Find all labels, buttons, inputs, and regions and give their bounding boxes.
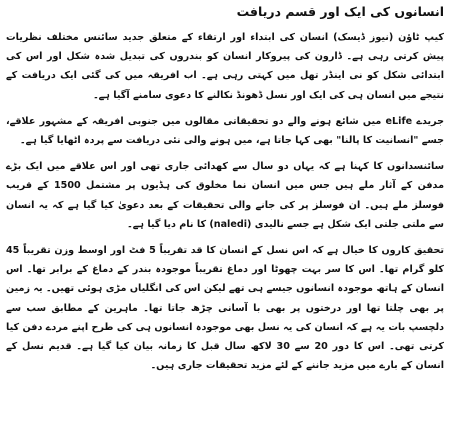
- article-paragraph-description: تحقیق کاروں کا خیال ہے کہ اس نسل کے انسان کا قد تقریباً 5 فٹ اور اوسط وزن تقریباً 45 کلو گرام تھا۔ اس کا سر بہت چھوٹا اور دماغ تقریباً موجودہ بندر کے دماغ کے برابر تھا۔ اس انسان کے ہاتھ موجودہ انسانوں جیسے ہی تھے لیکن اس کی انگلیاں مڑی ہوئی تھیں۔ یہ زمین پر بھی چلتا تھا اور درختوں پر بھی با آسانی چڑھ جاتا تھا۔ ماہرین کے مطابق سب سے دلچسپ بات یہ ہے کہ انسان کی یہ نسل بھی موجودہ انسانوں ہی کی طرح اپنے مردے دفن کیا کرتی تھی۔ اس کا دور 20 سے 30 لاکھ سال قبل کا زمانہ بیان کیا گیا ہے۔ قدیم نسل کے انسان کے بارے میں مزید جاننے کے لئے مزید تحقیقات جاری ہیں۔: [6, 245, 444, 372]
- article-paragraph-fossils: سائنسدانوں کا کہنا ہے کہ یہاں دو سال سے کھدائی جاری تھی اور اس علاقے میں ایک بڑے مدفن کے آثار ملے ہیں جس میں انسان نما مخلوق کی ہڈیوں پر مشتمل 1500 کے قریب فوسلز ملے ہیں۔ ان فوسلز پر کی جانے والی تحقیقات کے بعد دعویٰ کیا گیا ہے کہ یہ انسان سے ملتی جلتی ایک شکل ہے جسے نالیدی (naledi) کا نام دیا گیا ہے۔: [6, 161, 445, 230]
- article-headline: انسانوں کی ایک اور قسم دریافت: [236, 4, 444, 19]
- article-paragraph-journal: جریدے eLife میں شائع ہونے والے دو تحقیقاتی مقالوں میں جنوبی افریقہ کے مشہور علاقے، جسے "انسانیت کا پالنا" بھی کہا جاتا ہے، میں ہونے والی نئی دریافت سے پردہ اٹھایا گیا ہے۔: [6, 115, 444, 147]
- article-paragraph-intro: کیپ ٹاؤن (نیوز ڈیسک) انسان کی ابتداء اور ارتقاء کے متعلق جدید سائنس مختلف نظریات پیش کرتی رہی ہے۔ ڈارون کی پیروکار انسان کو بندروں کی تبدیل شدہ شکل اور اس کی ابتدائی شکل کو نی اینڈر تھل میں کہتی رہی ہے۔ اب افریقہ میں کی گئی ایک دریافت کے نتیجے میں انسان ہی کی ایک اور نسل ڈھونڈ نکالنے کا دعوی سامنے آگیا ہے۔: [6, 32, 444, 101]
